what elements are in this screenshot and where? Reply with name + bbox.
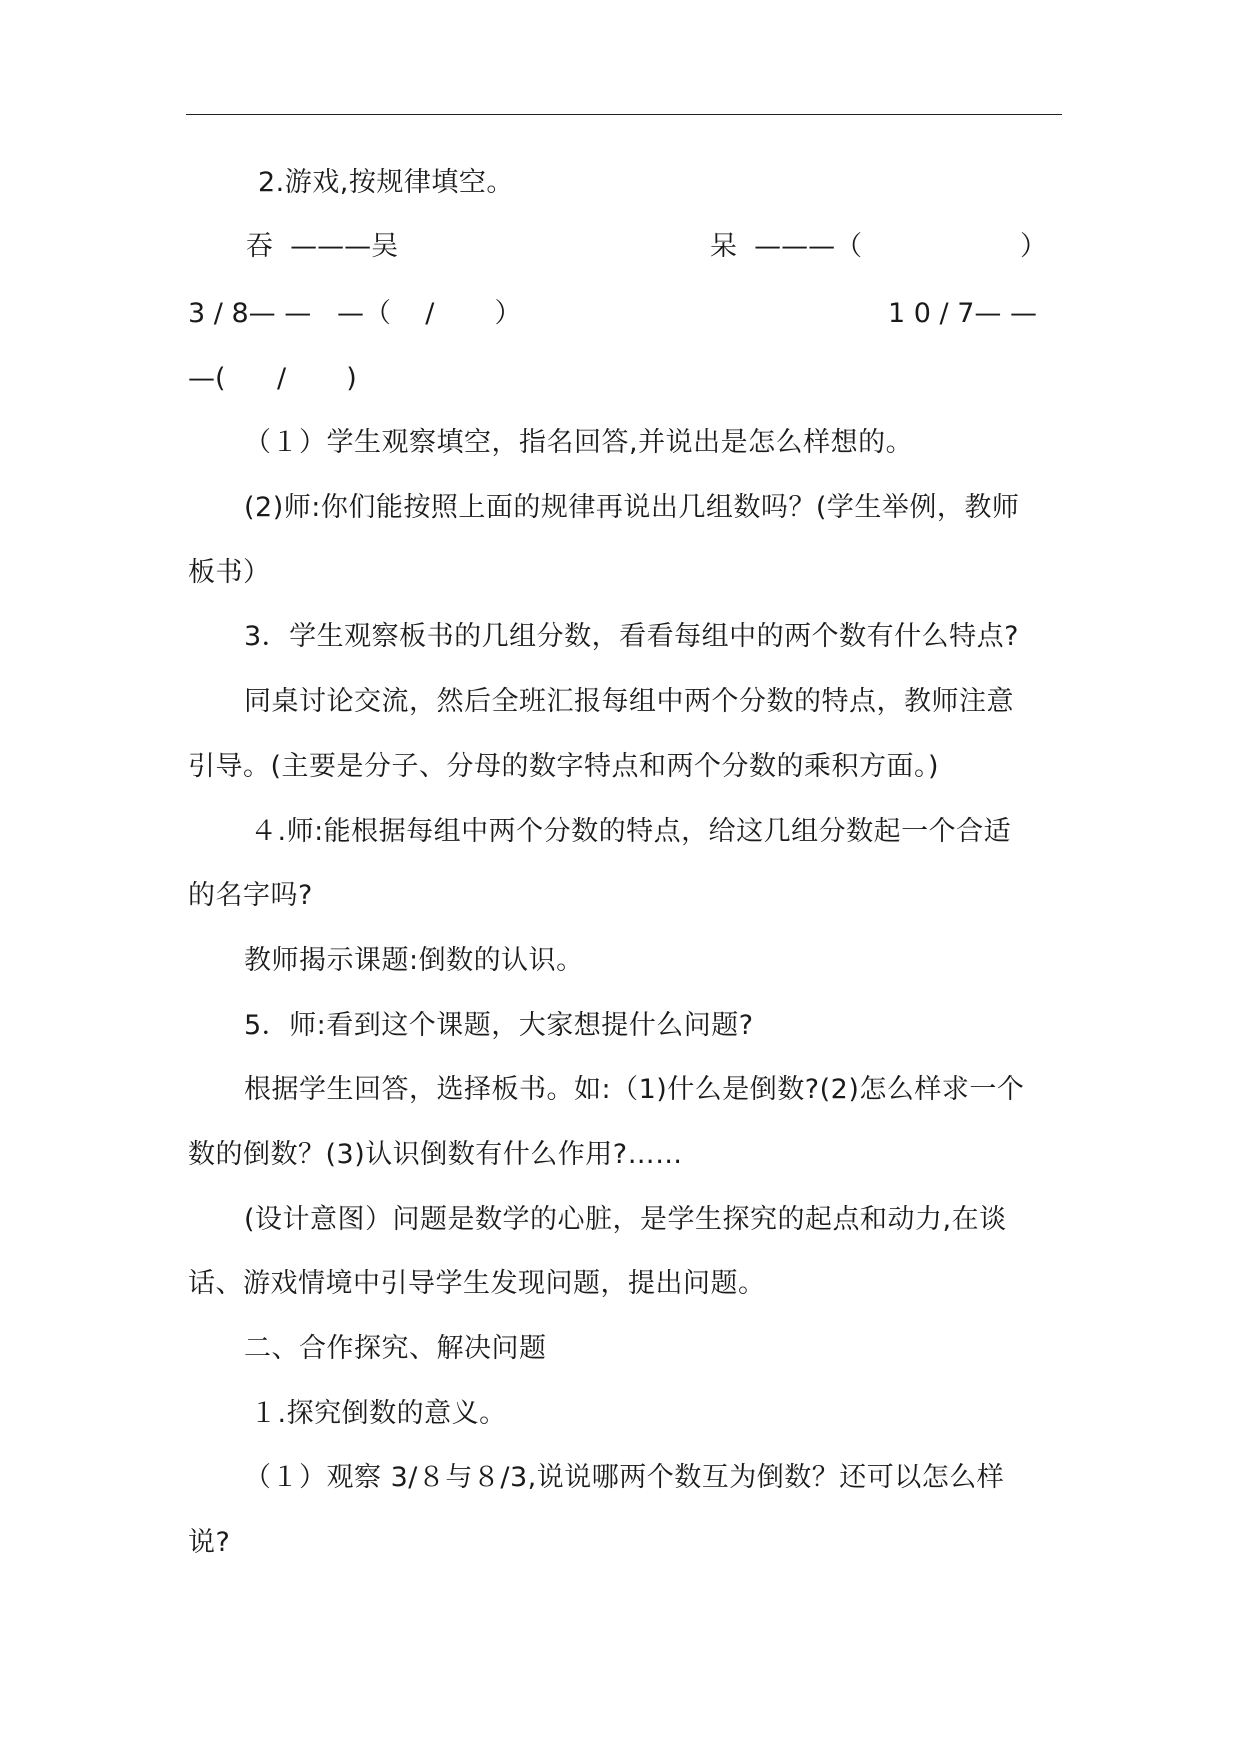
line-item-3-c: 引导。(主要是分子、分母的数字特点和两个分数的乘积方面。) (188, 751, 940, 782)
line-topic: 教师揭示课题:倒数的认识。 (244, 945, 584, 976)
line-step-1: （１）学生观察填空，指名回答,并说出是怎么样想的。 (244, 427, 914, 458)
line-step-2-cont: 板书） (188, 557, 271, 588)
line-pattern-2: 呆 ———（ (710, 231, 863, 262)
line-pattern-1: 吞 ———吴 (246, 231, 399, 262)
line-item-4-cont: 的名字吗? (188, 880, 313, 911)
line-game-title: 2.游戏,按规律填空。 (258, 167, 514, 198)
line-fraction-2-cont: —( / ) (188, 363, 357, 394)
line-design-intent-cont: 话、游戏情境中引导学生发现问题，提出问题。 (188, 1268, 766, 1299)
line-fraction-1: 3 / 8— — —（ / ） (188, 298, 522, 329)
line-fraction-2: 1 0 / 7— — (888, 298, 1037, 329)
line-item-3: 3．学生观察板书的几组分数，看看每组中的两个数有什么特点? (244, 621, 1020, 652)
line-item-5: 5．师:看到这个课题，大家想提什么问题? (244, 1010, 754, 1041)
line-item-3-b: 同桌讨论交流，然后全班汇报每组中两个分数的特点，教师注意 (244, 686, 1014, 717)
line-step-2: (2)师:你们能按照上面的规律再说出几组数吗？(学生举例，教师 (244, 492, 1020, 523)
line-item-5-c: 数的倒数？(3)认识倒数有什么作用?…… (188, 1139, 683, 1170)
section-heading-2: 二、合作探究、解决问题 (244, 1333, 547, 1364)
line-design-intent: (设计意图）问题是数学的心脏，是学生探究的起点和动力,在谈 (244, 1204, 1007, 1235)
line-pattern-2-close: ） (1020, 231, 1047, 262)
line-item-5-b: 根据学生回答，选择板书。如:（1)什么是倒数?(2)怎么样求一个 (244, 1074, 1025, 1105)
line-item-4: ４.师:能根据每组中两个分数的特点，给这几组分数起一个合适 (250, 816, 1012, 847)
header-rule (186, 114, 1062, 115)
line-observe-cont: 说? (188, 1527, 231, 1558)
line-explore-1: １.探究倒数的意义。 (250, 1398, 507, 1429)
line-observe: （１）观察 3/８与８/3,说说哪两个数互为倒数？还可以怎么样 (244, 1462, 1005, 1493)
